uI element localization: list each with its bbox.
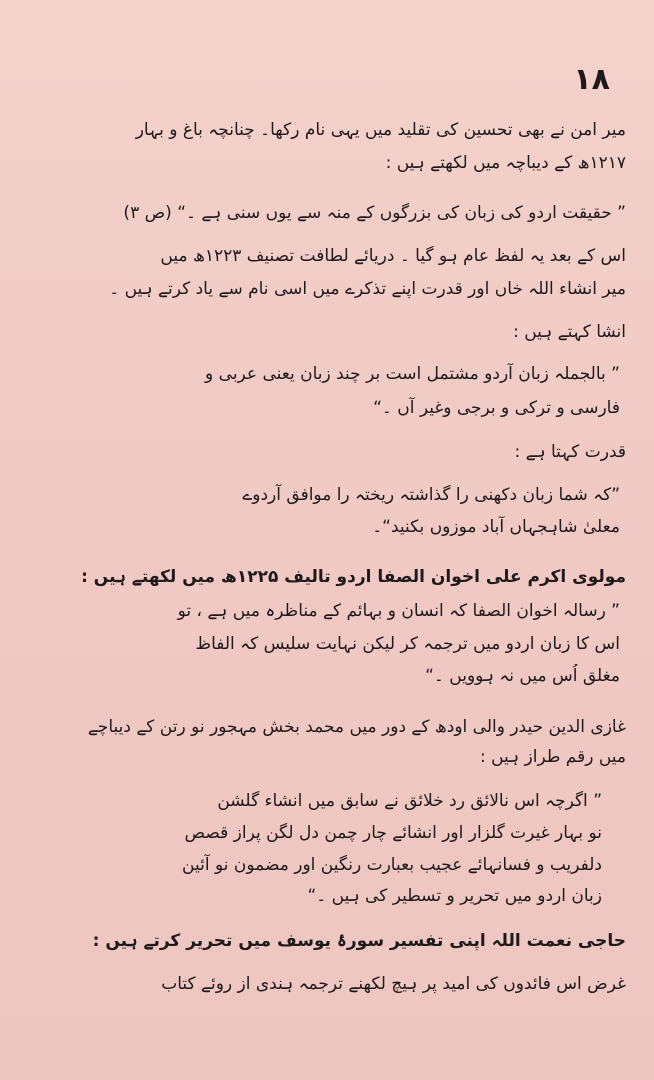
text-line: مولوی اکرم علی اخوان الصفا اردو تالیف ۱۲۲۵ھ میں لکھتے ہیں : (81, 567, 626, 587)
quote-line: نو بہار غیرت گلزار اور انشائے چار چمن دل لگن پراز قصص (184, 823, 602, 843)
text-line: حاجی نعمت اللہ اپنی تفسیر سورۂ یوسف میں تحریر کرتے ہیں : (92, 931, 626, 951)
quote-line: اس کا زبان اردو میں ترجمہ کر لیکن نہایت سلیس کہ الفاظ (195, 634, 620, 654)
quote-line: ”کہ شما زبان دکھنی را گذاشتہ ریختہ را موافق آردوے (242, 485, 620, 505)
quote-line: ” بالجملہ زبان آردو مشتمل است بر چند زبان یعنی عربی و (205, 364, 620, 384)
text-line: انشا کہتے ہیں : (513, 322, 626, 342)
text-line: اس کے بعد یہ لفظ عام ہو گیا ۔ دریائے لطافت تصنیف ۱۲۲۳ھ میں (160, 246, 626, 266)
quote-line: معلیٰ شاہجہاں آباد موزوں بکنید“۔ (372, 517, 620, 537)
quote-line: مغلق اُس میں نہ ہوویں ۔“ (425, 666, 620, 686)
text-line: میں رقم طراز ہیں : (479, 747, 626, 767)
text-line: میر امن نے بھی تحسین کی تقلید میں یہی نام رکھا۔ چنانچہ باغ و بہار (135, 120, 626, 140)
text-line: میر انشاء اللہ خاں اور قدرت اپنے تذکرے میں اسی نام سے یاد کرتے ہیں ۔ (109, 279, 626, 299)
quote-line: ” حقیقت اردو کی زبان کی بزرگوں کے منہ سے یوں سنی ہے ۔“ (ص ۳) (123, 203, 626, 223)
quote-line: دلفریب و فسانہائے عجیب بعبارت رنگین اور مضمون نو آئین (182, 855, 602, 875)
quote-line: ” رسالہ اخوان الصفا کہ انسان و بہائم کے مناظرہ میں ہے ، تو (177, 601, 620, 621)
text-line: غرض اس فائدوں کی امید پر ہیچ لکھنے ترجمہ ہندی از روئے کتاب (161, 974, 626, 994)
quote-line: ” اگرچہ اس نالائق رد خلائق نے سابق میں انشاء گلشن (217, 791, 602, 811)
text-line: غازی الدین حیدر والی اودھ کے دور میں محمد بخش مہجور نو رتن کے دیباچے (87, 717, 626, 737)
page-number: ١٨ (573, 62, 610, 97)
text-line: قدرت کہتا ہے : (514, 442, 626, 462)
quote-line: زبان اردو میں تحریر و تسطیر کی ہیں ۔“ (307, 886, 602, 906)
quote-line: فارسی و ترکی و برجی وغیر آں ۔“ (373, 398, 620, 418)
text-line: ۱۲۱۷ھ کے دیباچہ میں لکھتے ہیں : (385, 153, 626, 173)
